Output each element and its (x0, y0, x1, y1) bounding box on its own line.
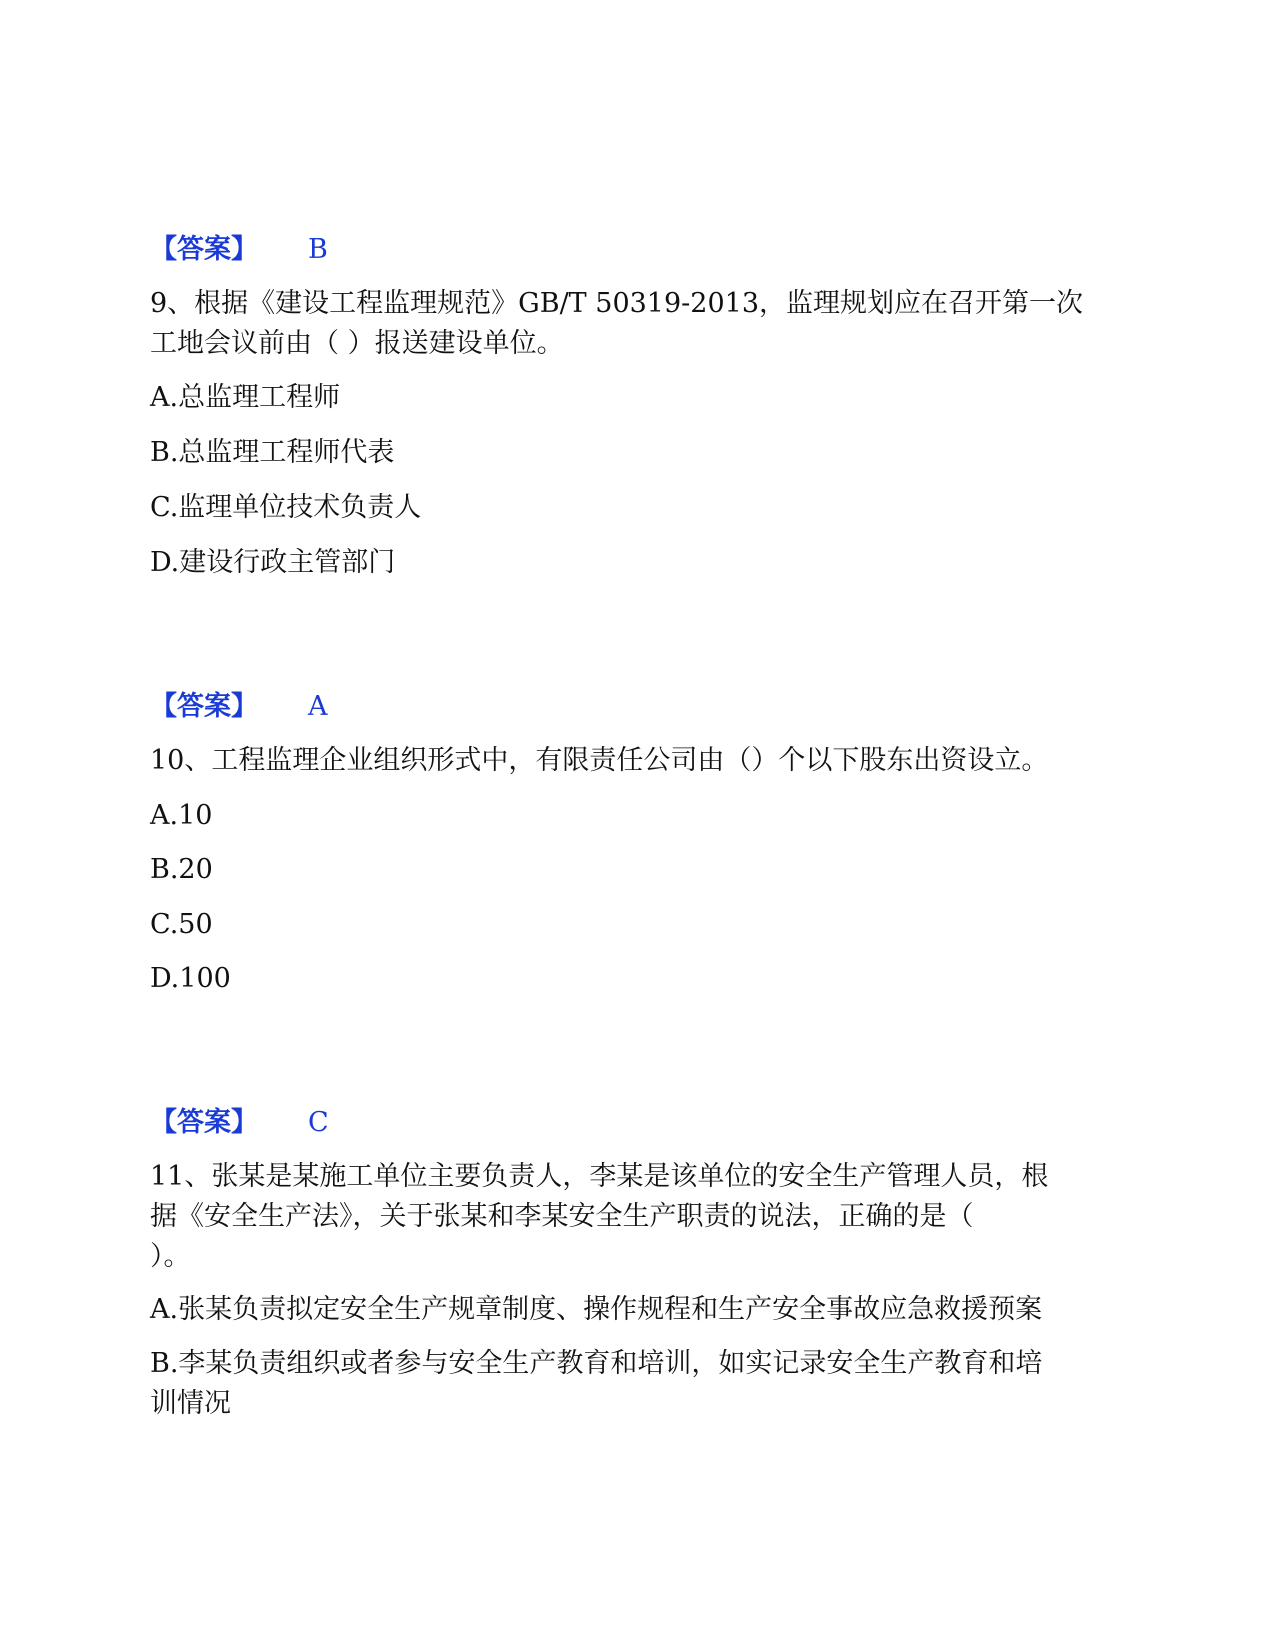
option-b: B.总监理工程师代表 (150, 437, 395, 468)
answer-value: B (308, 234, 328, 265)
question-line: 10、工程监理企业组织形式中，有限责任公司由（）个以下股东出资设立。 (150, 745, 1049, 776)
answer-row (150, 230, 550, 270)
answer-value: A (308, 691, 328, 722)
question-line: 据《安全生产法》，关于张某和李某安全生产职责的说法，正确的是（ (150, 1201, 974, 1232)
option-b: B.20 (150, 854, 213, 885)
answer-label: 【答案】 (150, 234, 258, 265)
question-line: ）。 (150, 1241, 191, 1272)
answer-label: 【答案】 (150, 691, 258, 722)
option-a: A.总监理工程师 (150, 382, 341, 413)
option-d: D.100 (150, 963, 231, 994)
question-line: 11、张某是某施工单位主要负责人，李某是该单位的安全生产管理人员，根 (150, 1161, 1049, 1192)
option-b-continued: 训情况 (150, 1388, 231, 1419)
option-a: A.10 (150, 800, 213, 831)
answer-row (150, 687, 550, 727)
option-a: A.张某负责拟定安全生产规章制度、操作规程和生产安全事故应急救援预案 (150, 1294, 1043, 1325)
option-d: D.建设行政主管部门 (150, 547, 396, 578)
question-line: 9、根据《建设工程监理规范》GB/T 50319-2013，监理规划应在召开第一次 (150, 288, 1084, 319)
option-c: C.监理单位技术负责人 (150, 492, 422, 523)
answer-value: C (308, 1107, 329, 1138)
answer-label: 【答案】 (150, 1107, 258, 1138)
question-line: 工地会议前由（ ）报送建设单位。 (150, 328, 564, 359)
option-c: C.50 (150, 909, 213, 940)
answer-row (150, 1103, 550, 1143)
option-b: B.李某负责组织或者参与安全生产教育和培训，如实记录安全生产教育和培 (150, 1348, 1043, 1379)
